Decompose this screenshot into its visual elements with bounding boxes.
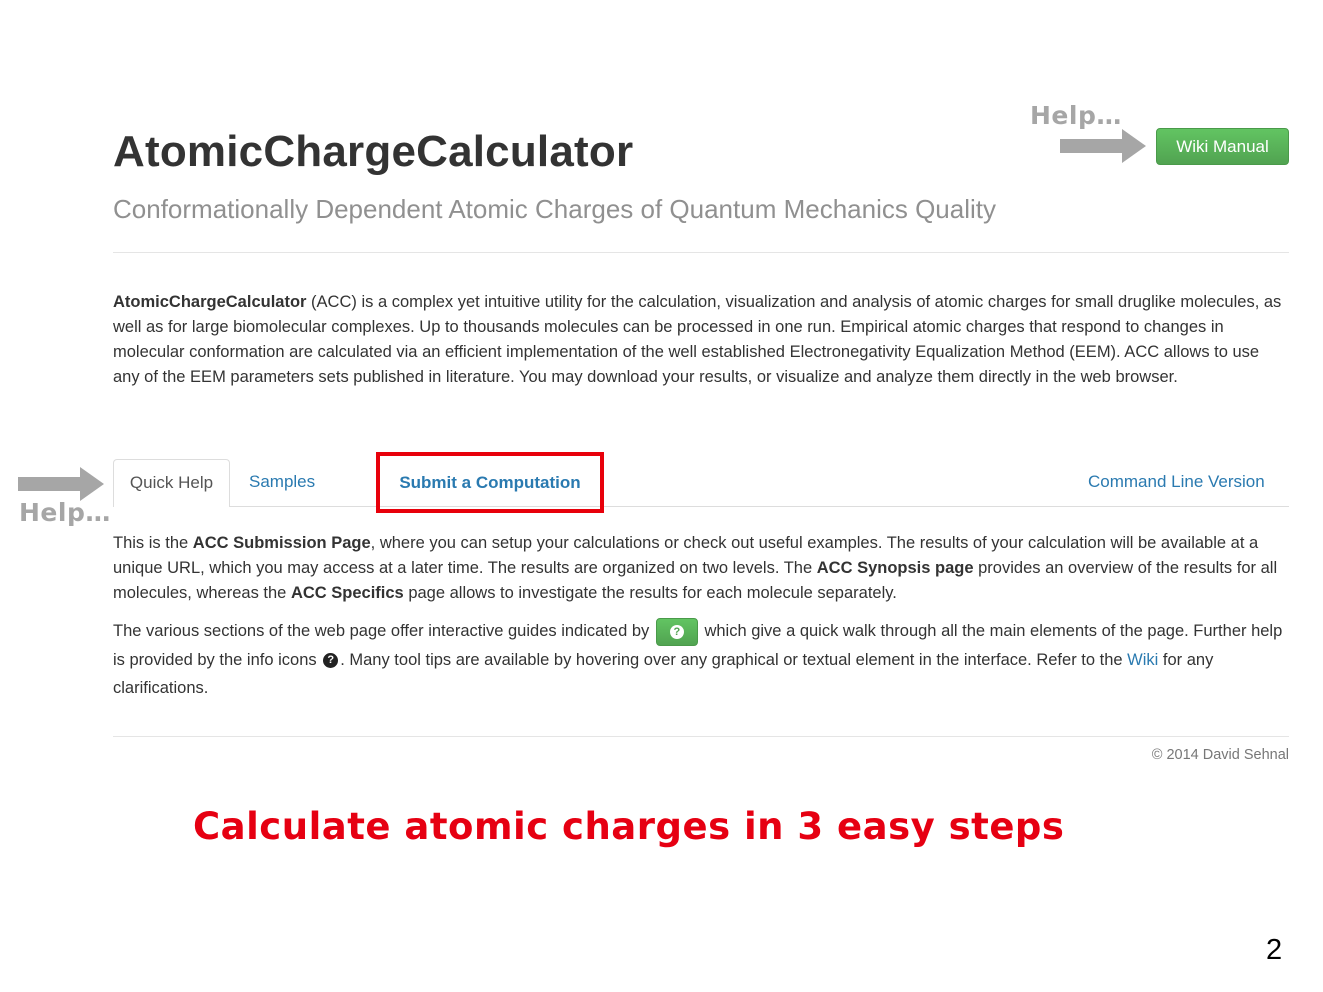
slide-tagline: Calculate atomic charges in 3 easy steps [193,805,1065,848]
text-bold-synopsis-page: ACC Synopsis page [816,559,974,577]
help-annotation-top: Help… [1030,101,1122,130]
text-bold-submission-page: ACC Submission Page [192,534,371,552]
copyright-text: © 2014 David Sehnal [1151,747,1289,763]
quick-help-paragraph-2 [113,617,1293,702]
footer-divider [113,736,1289,737]
wiki-manual-button[interactable]: Wiki Manual [1156,128,1289,165]
text-segment: for any clarifications. [113,650,1214,697]
text-segment: page allows to investigate the results for each molecule separately. [403,584,897,602]
quick-help-paragraph-1 [113,531,1283,606]
intro-app-name: AtomicChargeCalculator [113,293,307,311]
question-icon: ? [670,625,684,639]
intro-paragraph [113,290,1283,390]
text-segment: . Many tool tips are available by hovering over any graphical or textual element in the interface. Refer to the [340,650,1128,669]
text-segment: provides an overview of the results for all molecules, whereas the [113,559,1278,602]
tab-submit-computation[interactable]: Submit a Computation [376,452,604,513]
intro-text: (ACC) is a complex yet intuitive utility for the calculation, visualization and analysis of atomic charges for small druglike molecules, as well as for large biomolecular complexes. Up to thousands molecules can be processed in one run. Empirical atomic charges that respond to changes in molecular conformation are calculated via an efficient implementation of the well established Electronegativity Equalization Method (EEM). ACC allows to use any of the EEM parameters sets published in literature. You may download your results, or visualize and analyze them directly in the web browser. [113,293,1282,386]
text-segment: The various sections of the web page offer interactive guides indicated by [113,622,654,640]
text-segment: which give a quick walk through all the main elements of the page. Further help is provided by the info icons [113,622,1283,669]
text-bold-specifics: ACC Specifics [290,584,404,602]
arrow-right-icon [1060,129,1146,163]
wiki-link[interactable]: Wiki [1127,650,1159,669]
guide-button[interactable] [656,618,698,646]
slide-number: 2 [1266,934,1283,966]
text-segment: This is the [113,534,193,552]
header-divider [113,252,1289,253]
arrow-right-icon [18,467,104,501]
page-title: AtomicChargeCalculator [113,127,634,176]
tab-command-line-version[interactable]: Command Line Version [1088,472,1265,491]
tab-samples[interactable]: Samples [249,472,316,491]
tab-quick-help[interactable]: Quick Help [113,459,230,507]
text-segment: , where you can setup your calculations or check out useful examples. The results of your calculation will be available at a unique URL, which you may access at a later time. The results are organized on two levels. The [113,534,1259,577]
help-annotation-left: Help… [19,498,111,527]
info-icon[interactable]: ? [323,653,338,668]
page-subtitle: Conformationally Dependent Atomic Charges of Quantum Mechanics Quality [113,194,996,224]
